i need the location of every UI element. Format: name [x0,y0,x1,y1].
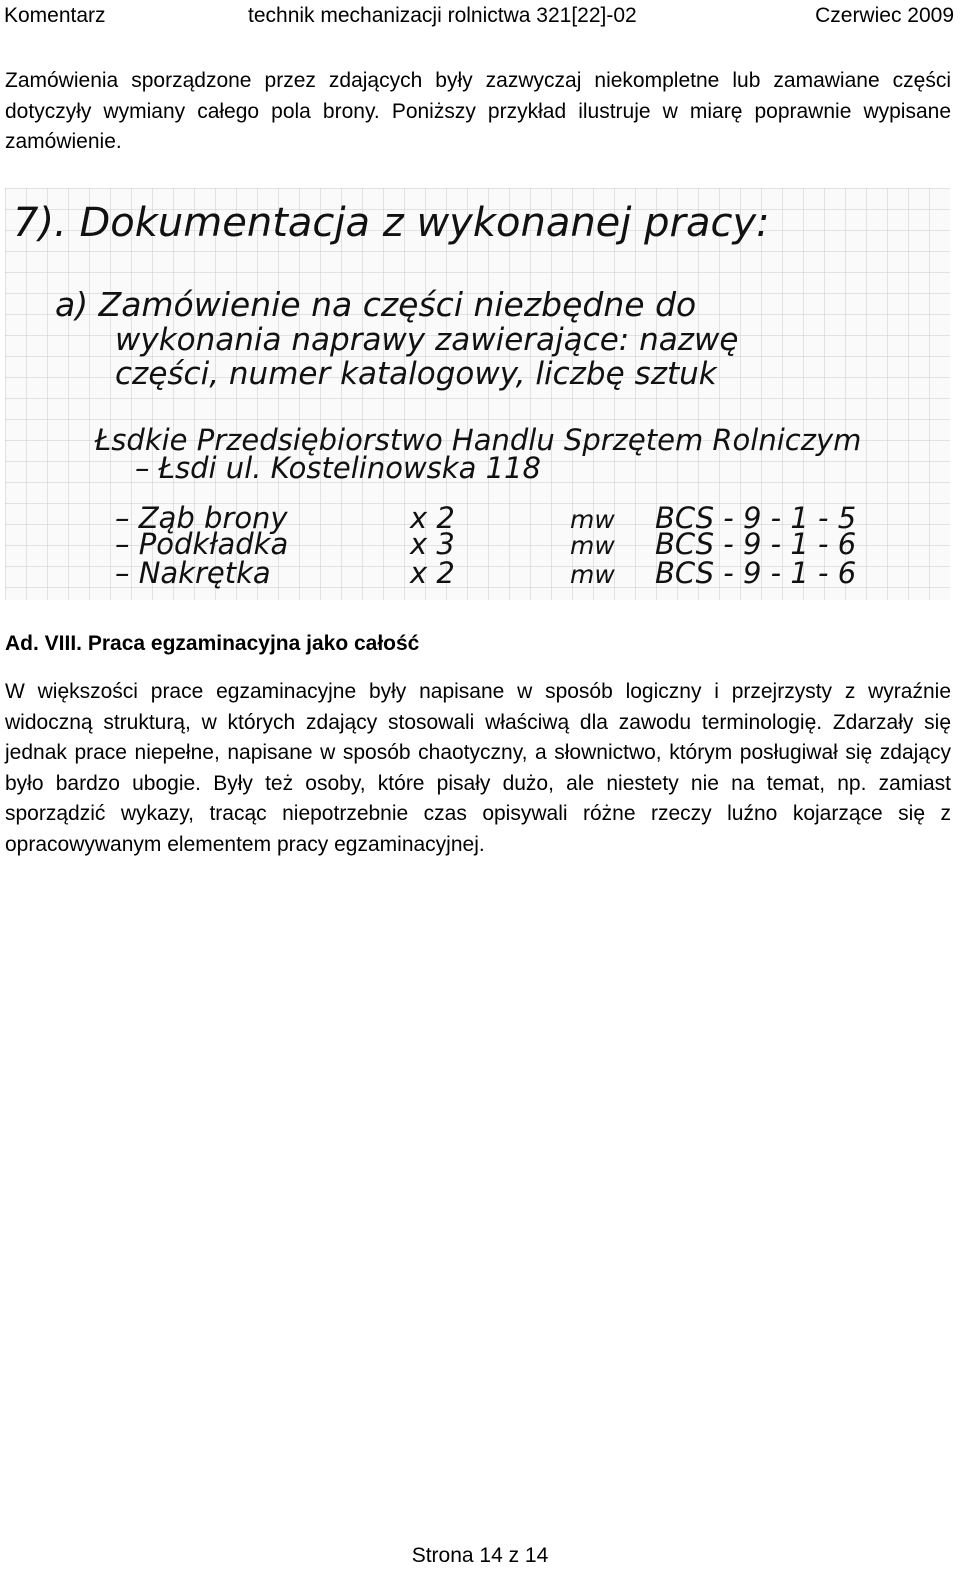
header-profession: technik mechanizacji rolnictwa 321[22]-02 [248,4,637,27]
page-header [4,4,954,40]
page-number: Strona 14 z 14 [411,1544,549,1567]
scan-item-qty: x 2 [410,556,455,590]
scan-item-code: BCS - 9 - 1 - 6 [655,527,857,561]
header-date: Czerwiec 2009 [815,4,954,27]
handwritten-order-scan [5,188,950,600]
scan-item-name: – Podkładka [115,527,289,561]
body-paragraph: W większości prace egzaminacyjne były napisane w sposób logiczny i przejrzysty z wyraźnie widoczną strukturą, w których zdający stosowali właściwą dla zawodu terminologię. Zdarzały się jednak prace niepełne, napisane w sposób chaotyczny, a słownictwo, którym posługiwał się zdający było bardzo ubogie. Były też osoby, które pisały dużo, ale niestety nie na temat, np. zamiast sporządzić wykazy, tracąc niepotrzebnie czas opisywali różne rzeczy luźno kojarzące się z opracowywanym elementem pracy egzaminacyjnej. [5,680,951,856]
scan-line-5: Łsdkie Przedsiębiorstwo Handlu Sprzętem Rolniczym [95,423,862,457]
scan-line-1: 7). Dokumentacja z wykonanej pracy: [13,200,770,246]
scan-line-3: wykonania naprawy zawierające: nazwę [115,322,739,358]
scan-item-unit: mw [570,505,615,534]
scan-line-6: – Łsdi ul. Kostelinowska 118 [135,451,541,485]
scan-item-unit: mw [570,560,615,589]
header-document-type: Komentarz [4,4,106,27]
scan-item-name: – Nakrętka [115,556,271,590]
scan-item-unit: mw [570,531,615,560]
scan-item-qty: x 3 [410,527,455,561]
intro-paragraph: Zamówienia sporządzone przez zdających były zazwyczaj niekompletne lub zamawiane części dotyczyły wymiany całego pola brony. Poniższy przykład ilustruje w miarę poprawnie wypisane zamówienie. [5,69,951,153]
scan-item-code: BCS - 9 - 1 - 5 [655,501,857,535]
scan-line-4: części, numer katalogowy, liczbę sztuk [115,356,717,392]
scan-line-2: a) Zamówienie na części niezbędne do [55,285,697,324]
scan-item-name: – Ząb brony [115,501,288,535]
scan-item-qty: x 2 [410,501,455,535]
scan-item-code: BCS - 9 - 1 - 6 [655,556,857,590]
section-heading: Ad. VIII. Praca egzaminacyjna jako całość [5,632,420,655]
